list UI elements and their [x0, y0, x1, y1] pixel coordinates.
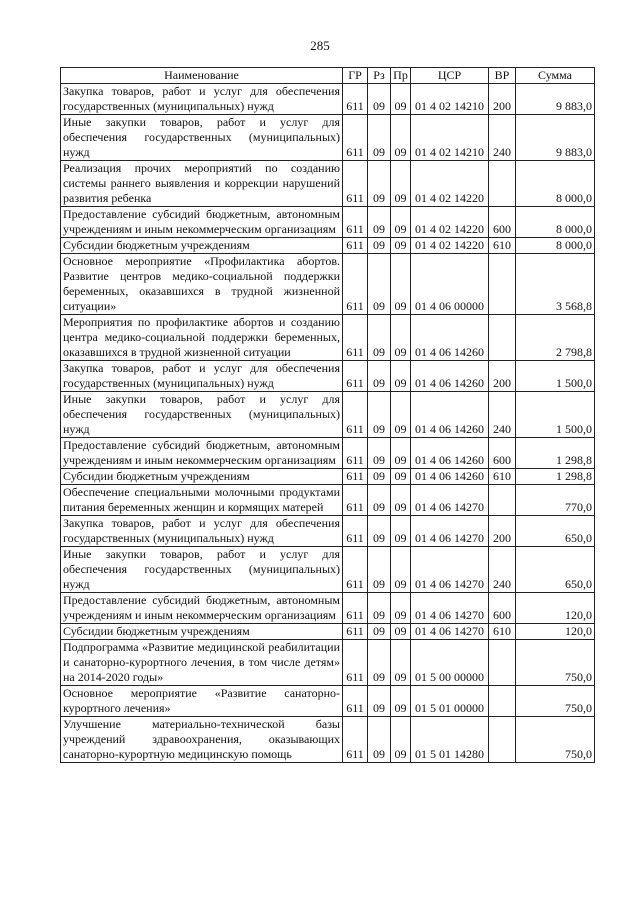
cell-pr: 09 — [391, 547, 411, 593]
cell-vr: 200 — [489, 361, 516, 392]
cell-name: Предоставление субсидий бюджетным, автономным учреждениям и иным некоммерческим организациям — [61, 593, 343, 624]
cell-sum: 650,0 — [516, 516, 595, 547]
cell-vr — [489, 254, 516, 315]
cell-gr: 611 — [343, 115, 368, 161]
cell-rz: 09 — [368, 593, 391, 624]
cell-csr: 01 4 02 14220 — [411, 238, 489, 254]
cell-sum: 1 298,8 — [516, 469, 595, 485]
cell-pr: 09 — [391, 686, 411, 717]
table-row — [61, 485, 595, 516]
cell-pr: 09 — [391, 624, 411, 640]
cell-vr: 600 — [489, 207, 516, 238]
cell-csr: 01 4 06 14270 — [411, 516, 489, 547]
cell-gr: 611 — [343, 640, 368, 686]
cell-rz: 09 — [368, 686, 391, 717]
cell-rz: 09 — [368, 485, 391, 516]
cell-name: Мероприятия по профилактике абортов и созданию центра медико-социальной поддержки беременных, оказавшихся в трудной жизненной ситуации — [61, 315, 343, 361]
table-row — [61, 438, 595, 469]
cell-vr — [489, 315, 516, 361]
cell-csr: 01 4 02 14220 — [411, 161, 489, 207]
cell-rz: 09 — [368, 717, 391, 763]
table-row — [61, 361, 595, 392]
cell-gr: 611 — [343, 254, 368, 315]
cell-csr: 01 4 06 14270 — [411, 547, 489, 593]
table-row — [61, 516, 595, 547]
cell-gr: 611 — [343, 438, 368, 469]
cell-name: Обеспечение специальными молочными продуктами питания беременных женщин и кормящих матерей — [61, 485, 343, 516]
cell-vr: 610 — [489, 469, 516, 485]
cell-gr: 611 — [343, 361, 368, 392]
cell-gr: 611 — [343, 238, 368, 254]
cell-name: Закупка товаров, работ и услуг для обеспечения государственных (муниципальных) нужд — [61, 516, 343, 547]
cell-csr: 01 4 02 14210 — [411, 115, 489, 161]
cell-pr: 09 — [391, 516, 411, 547]
table-row — [61, 207, 595, 238]
cell-name: Основное мероприятие «Профилактика абортов. Развитие центров медико-социальной поддержки беременных, оказавшихся в трудной жизненной ситуации» — [61, 254, 343, 315]
cell-name: Предоставление субсидий бюджетным, автономным учреждениям и иным некоммерческим организациям — [61, 438, 343, 469]
table-row — [61, 686, 595, 717]
cell-name: Улучшение материально-технической базы учреждений здравоохранения, оказывающих санаторно-курортную медицинскую помощь — [61, 717, 343, 763]
cell-csr: 01 4 06 14270 — [411, 624, 489, 640]
cell-vr: 240 — [489, 547, 516, 593]
cell-rz: 09 — [368, 516, 391, 547]
cell-vr — [489, 485, 516, 516]
cell-vr — [489, 686, 516, 717]
header-pr: Пр — [391, 68, 411, 84]
cell-pr: 09 — [391, 84, 411, 115]
cell-name: Закупка товаров, работ и услуг для обеспечения государственных (муниципальных) нужд — [61, 361, 343, 392]
cell-sum: 9 883,0 — [516, 84, 595, 115]
cell-csr: 01 4 06 14270 — [411, 485, 489, 516]
cell-rz: 09 — [368, 254, 391, 315]
cell-csr: 01 4 06 14260 — [411, 315, 489, 361]
cell-csr: 01 4 06 00000 — [411, 254, 489, 315]
cell-vr: 600 — [489, 593, 516, 624]
cell-csr: 01 5 01 14280 — [411, 717, 489, 763]
cell-vr — [489, 717, 516, 763]
cell-rz: 09 — [368, 84, 391, 115]
cell-csr: 01 5 00 00000 — [411, 640, 489, 686]
table-row — [61, 624, 595, 640]
table-header-row — [61, 68, 595, 84]
cell-name: Иные закупки товаров, работ и услуг для обеспечения государственных (муниципальных) нужд — [61, 547, 343, 593]
cell-rz: 09 — [368, 547, 391, 593]
cell-sum: 120,0 — [516, 624, 595, 640]
cell-pr: 09 — [391, 315, 411, 361]
cell-pr: 09 — [391, 207, 411, 238]
cell-csr: 01 4 06 14260 — [411, 361, 489, 392]
cell-gr: 611 — [343, 84, 368, 115]
cell-pr: 09 — [391, 469, 411, 485]
cell-sum: 8 000,0 — [516, 207, 595, 238]
cell-name: Реализация прочих мероприятий по созданию системы раннего выявления и коррекции нарушений развития ребенка — [61, 161, 343, 207]
cell-pr: 09 — [391, 438, 411, 469]
cell-vr: 610 — [489, 238, 516, 254]
cell-pr: 09 — [391, 254, 411, 315]
cell-sum: 1 298,8 — [516, 438, 595, 469]
cell-pr: 09 — [391, 392, 411, 438]
cell-gr: 611 — [343, 161, 368, 207]
cell-name: Иные закупки товаров, работ и услуг для обеспечения государственных (муниципальных) нужд — [61, 392, 343, 438]
cell-sum: 750,0 — [516, 640, 595, 686]
cell-rz: 09 — [368, 238, 391, 254]
cell-gr: 611 — [343, 624, 368, 640]
cell-rz: 09 — [368, 315, 391, 361]
cell-pr: 09 — [391, 161, 411, 207]
cell-rz: 09 — [368, 115, 391, 161]
header-sum: Сумма — [516, 68, 595, 84]
cell-vr: 200 — [489, 516, 516, 547]
cell-vr — [489, 161, 516, 207]
cell-sum: 750,0 — [516, 686, 595, 717]
table-row — [61, 640, 595, 686]
cell-gr: 611 — [343, 485, 368, 516]
cell-name: Предоставление субсидий бюджетным, автономным учреждениям и иным некоммерческим организациям — [61, 207, 343, 238]
cell-gr: 611 — [343, 469, 368, 485]
cell-sum: 770,0 — [516, 485, 595, 516]
cell-sum: 8 000,0 — [516, 161, 595, 207]
cell-name: Субсидии бюджетным учреждениям — [61, 624, 343, 640]
table-row — [61, 115, 595, 161]
cell-csr: 01 4 02 14220 — [411, 207, 489, 238]
cell-pr: 09 — [391, 361, 411, 392]
cell-vr: 200 — [489, 84, 516, 115]
header-name: Наименование — [61, 68, 343, 84]
cell-sum: 9 883,0 — [516, 115, 595, 161]
table-row — [61, 161, 595, 207]
cell-rz: 09 — [368, 361, 391, 392]
cell-rz: 09 — [368, 624, 391, 640]
cell-name: Закупка товаров, работ и услуг для обеспечения государственных (муниципальных) нужд — [61, 84, 343, 115]
cell-vr: 240 — [489, 392, 516, 438]
table-row — [61, 84, 595, 115]
cell-rz: 09 — [368, 392, 391, 438]
table-row — [61, 717, 595, 763]
header-vr: ВР — [489, 68, 516, 84]
cell-gr: 611 — [343, 717, 368, 763]
header-csr: ЦСР — [411, 68, 489, 84]
cell-sum: 1 500,0 — [516, 361, 595, 392]
header-gr: ГР — [343, 68, 368, 84]
cell-csr: 01 4 02 14210 — [411, 84, 489, 115]
table-row — [61, 469, 595, 485]
header-rz: Рз — [368, 68, 391, 84]
cell-gr: 611 — [343, 593, 368, 624]
cell-sum: 3 568,8 — [516, 254, 595, 315]
cell-vr: 240 — [489, 115, 516, 161]
cell-csr: 01 4 06 14260 — [411, 438, 489, 469]
cell-name: Субсидии бюджетным учреждениям — [61, 469, 343, 485]
cell-rz: 09 — [368, 161, 391, 207]
cell-gr: 611 — [343, 207, 368, 238]
cell-pr: 09 — [391, 640, 411, 686]
cell-rz: 09 — [368, 640, 391, 686]
cell-rz: 09 — [368, 438, 391, 469]
cell-gr: 611 — [343, 547, 368, 593]
page-number: 285 — [310, 38, 330, 53]
cell-rz: 09 — [368, 207, 391, 238]
cell-sum: 650,0 — [516, 547, 595, 593]
cell-name: Основное мероприятие «Развитие санаторно-курортного лечения» — [61, 686, 343, 717]
table-row — [61, 547, 595, 593]
cell-csr: 01 4 06 14270 — [411, 593, 489, 624]
cell-csr: 01 4 06 14260 — [411, 469, 489, 485]
cell-pr: 09 — [391, 717, 411, 763]
table-row — [61, 392, 595, 438]
cell-name: Субсидии бюджетным учреждениям — [61, 238, 343, 254]
cell-pr: 09 — [391, 485, 411, 516]
cell-sum: 750,0 — [516, 717, 595, 763]
cell-pr: 09 — [391, 115, 411, 161]
cell-sum: 120,0 — [516, 593, 595, 624]
cell-rz: 09 — [368, 469, 391, 485]
table-row — [61, 254, 595, 315]
cell-name: Иные закупки товаров, работ и услуг для обеспечения государственных (муниципальных) нужд — [61, 115, 343, 161]
cell-sum: 2 798,8 — [516, 315, 595, 361]
cell-gr: 611 — [343, 516, 368, 547]
cell-gr: 611 — [343, 315, 368, 361]
cell-vr: 600 — [489, 438, 516, 469]
cell-vr: 610 — [489, 624, 516, 640]
table-row — [61, 238, 595, 254]
cell-sum: 8 000,0 — [516, 238, 595, 254]
cell-csr: 01 4 06 14260 — [411, 392, 489, 438]
cell-gr: 611 — [343, 686, 368, 717]
cell-sum: 1 500,0 — [516, 392, 595, 438]
table-row — [61, 593, 595, 624]
cell-name: Подпрограмма «Развитие медицинской реабилитации и санаторно-курортного лечения, в том числе детям» на 2014-2020 годы» — [61, 640, 343, 686]
cell-vr — [489, 640, 516, 686]
budget-table — [60, 67, 595, 763]
cell-pr: 09 — [391, 593, 411, 624]
cell-pr: 09 — [391, 238, 411, 254]
cell-gr: 611 — [343, 392, 368, 438]
cell-csr: 01 5 01 00000 — [411, 686, 489, 717]
table-row — [61, 315, 595, 361]
